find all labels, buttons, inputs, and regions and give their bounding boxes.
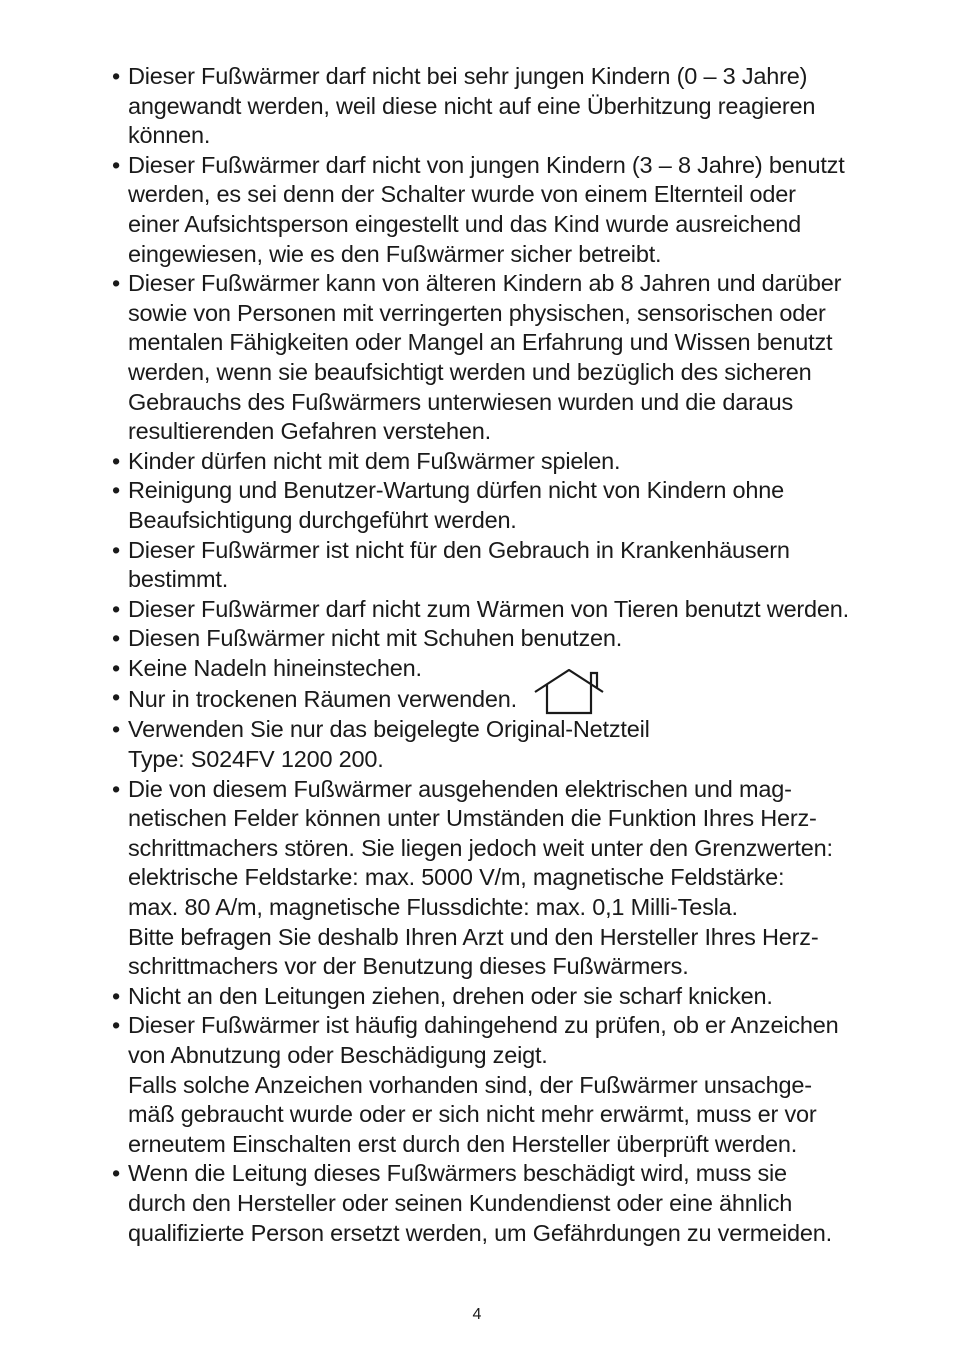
bullet-marker: • (112, 654, 121, 681)
page-number: 4 (472, 1306, 482, 1323)
bullet-marker: • (112, 270, 121, 297)
list-item (112, 536, 902, 595)
list-item (112, 447, 902, 477)
list-item (112, 624, 902, 654)
text-line: Dieser Fußwärmer darf nicht zum Wärmen von Tieren benutzt werden. (128, 595, 849, 622)
bullet-marker: • (112, 775, 121, 802)
text-line: bestimmt. (128, 566, 229, 593)
bullet-marker: • (112, 536, 121, 563)
list-item (112, 775, 902, 982)
bullet-marker: • (112, 447, 121, 474)
text-line: mäß gebraucht wurde oder er sich nicht mehr erwärmt, muss er vor (128, 1101, 817, 1128)
list-item-text (128, 624, 902, 654)
text-line: max. 80 A/m, magnetische Flussdichte: max. 0,1 Milli-Tesla. (128, 894, 738, 921)
safety-instructions-list (112, 62, 902, 1248)
list-item-text (128, 654, 902, 684)
list-item (112, 1159, 902, 1248)
text-line: Verwenden Sie nur das beigelegte Original-Netzteil (128, 716, 650, 743)
list-item-text (128, 683, 902, 715)
list-item (112, 1011, 902, 1159)
list-item (112, 62, 902, 151)
bullet-marker: • (112, 982, 121, 1009)
list-item-text (128, 447, 902, 477)
text-line: Dieser Fußwärmer darf nicht von jungen Kindern (3 – 8 Jahre) benutzt (128, 151, 845, 178)
bullet-marker: • (112, 684, 121, 711)
list-item-text (128, 62, 902, 151)
text-line: Dieser Fußwärmer kann von älteren Kindern ab 8 Jahren und darüber (128, 270, 842, 297)
text-line: schrittmachers vor der Benutzung dieses Fußwärmers. (128, 953, 689, 980)
text-line: von Abnutzung oder Beschädigung zeigt. (128, 1042, 548, 1068)
text-line: Kinder dürfen nicht mit dem Fußwärmer spielen. (128, 447, 621, 474)
text-line: sowie von Personen mit verringerten physischen, sensorischen oder (128, 299, 826, 326)
text-line: Diesen Fußwärmer nicht mit Schuhen benutzen. (128, 625, 623, 652)
list-item-text (128, 1011, 902, 1159)
bullet-marker: • (112, 625, 121, 652)
text-line: Wenn die Leitung dieses Fußwärmers beschädigt wird, muss sie (128, 1160, 787, 1187)
list-item-text (128, 476, 902, 535)
bullet-marker: • (112, 1012, 121, 1039)
text-line: Keine Nadeln hineinstechen. (128, 654, 422, 681)
list-item-text (128, 982, 902, 1012)
text-line: elektrische Feldstarke: max. 5000 V/m, magnetische Feldstärke: (128, 864, 785, 891)
list-item-text (128, 595, 902, 625)
list-item (112, 269, 902, 447)
text-line: Dieser Fußwärmer darf nicht bei sehr jungen Kindern (0 – 3 Jahre) (128, 63, 808, 89)
text-line: Beaufsichtigung durchgeführt werden. (128, 506, 517, 533)
list-item-text (128, 1159, 902, 1248)
bullet-marker: • (112, 716, 121, 743)
list-item-text (128, 536, 902, 595)
text-line: eingewiesen, wie es den Fußwärmer sicher betreibt. (128, 240, 662, 267)
text-line-with-icon (128, 683, 605, 715)
list-item-text (128, 775, 902, 982)
list-item-text (128, 269, 902, 447)
text-line: Dieser Fußwärmer ist nicht für den Gebrauch in Krankenhäusern (128, 536, 790, 563)
list-item (112, 982, 902, 1012)
text-line: resultierenden Gefahren verstehen. (128, 418, 491, 445)
list-item (112, 595, 902, 625)
text-line: Falls solche Anzeichen vorhanden sind, der Fußwärmer unsachge- (128, 1071, 812, 1098)
text-line: erneutem Einschalten erst durch den Hersteller überprüft werden. (128, 1130, 798, 1157)
list-item (112, 654, 902, 684)
text-line: Gebrauchs des Fußwärmers unterwiesen wurden und die daraus (128, 388, 794, 415)
house-indoor-icon (533, 669, 605, 715)
bullet-marker: • (112, 595, 121, 622)
list-item-text (128, 151, 902, 269)
text-line: Reinigung und Benutzer-Wartung dürfen nicht von Kindern ohne (128, 477, 785, 504)
text-line-content: Nur in trockenen Räumen verwenden. (128, 685, 517, 712)
text-line: können. (128, 122, 211, 149)
text-line: angewandt werden, weil diese nicht auf eine Überhitzung reagieren (128, 92, 816, 119)
text-line: werden, es sei denn der Schalter wurde von einem Elternteil oder (128, 181, 796, 208)
text-line (128, 683, 902, 715)
list-item (112, 476, 902, 535)
text-line: Die von diesem Fußwärmer ausgehenden elektrischen und mag- (128, 775, 792, 802)
list-item (112, 715, 902, 774)
text-line: Dieser Fußwärmer ist häufig dahingehend zu prüfen, ob er Anzeichen (128, 1012, 839, 1039)
bullet-marker: • (112, 477, 121, 504)
text-line: Bitte befragen Sie deshalb Ihren Arzt und den Hersteller Ihres Herz- (128, 923, 819, 950)
text-line: schrittmachers stören. Sie liegen jedoch weit unter den Grenzwerten: (128, 834, 833, 861)
text-line: werden, wenn sie beaufsichtigt werden und bezüglich des sicheren (128, 358, 812, 385)
text-line: qualifizierte Person ersetzt werden, um Gefährdungen zu vermeiden. (128, 1219, 832, 1246)
text-line: durch den Hersteller oder seinen Kundendienst oder eine ähnlich (128, 1189, 793, 1216)
text-line: netischen Felder können unter Umständen die Funktion Ihres Herz- (128, 805, 817, 832)
text-line: Nicht an den Leitungen ziehen, drehen oder sie scharf knicken. (128, 982, 773, 1009)
list-item-text (128, 715, 902, 774)
text-line: Type: S024FV 1200 200. (128, 746, 384, 773)
bullet-marker: • (112, 1160, 121, 1187)
list-item (112, 683, 902, 715)
bullet-marker: • (112, 151, 121, 178)
list-item (112, 151, 902, 269)
text-line: einer Aufsichtsperson eingestellt und das Kind wurde ausreichend (128, 210, 802, 237)
bullet-marker: • (112, 63, 121, 89)
text-line: mentalen Fähigkeiten oder Mangel an Erfahrung und Wissen benutzt (128, 329, 833, 356)
